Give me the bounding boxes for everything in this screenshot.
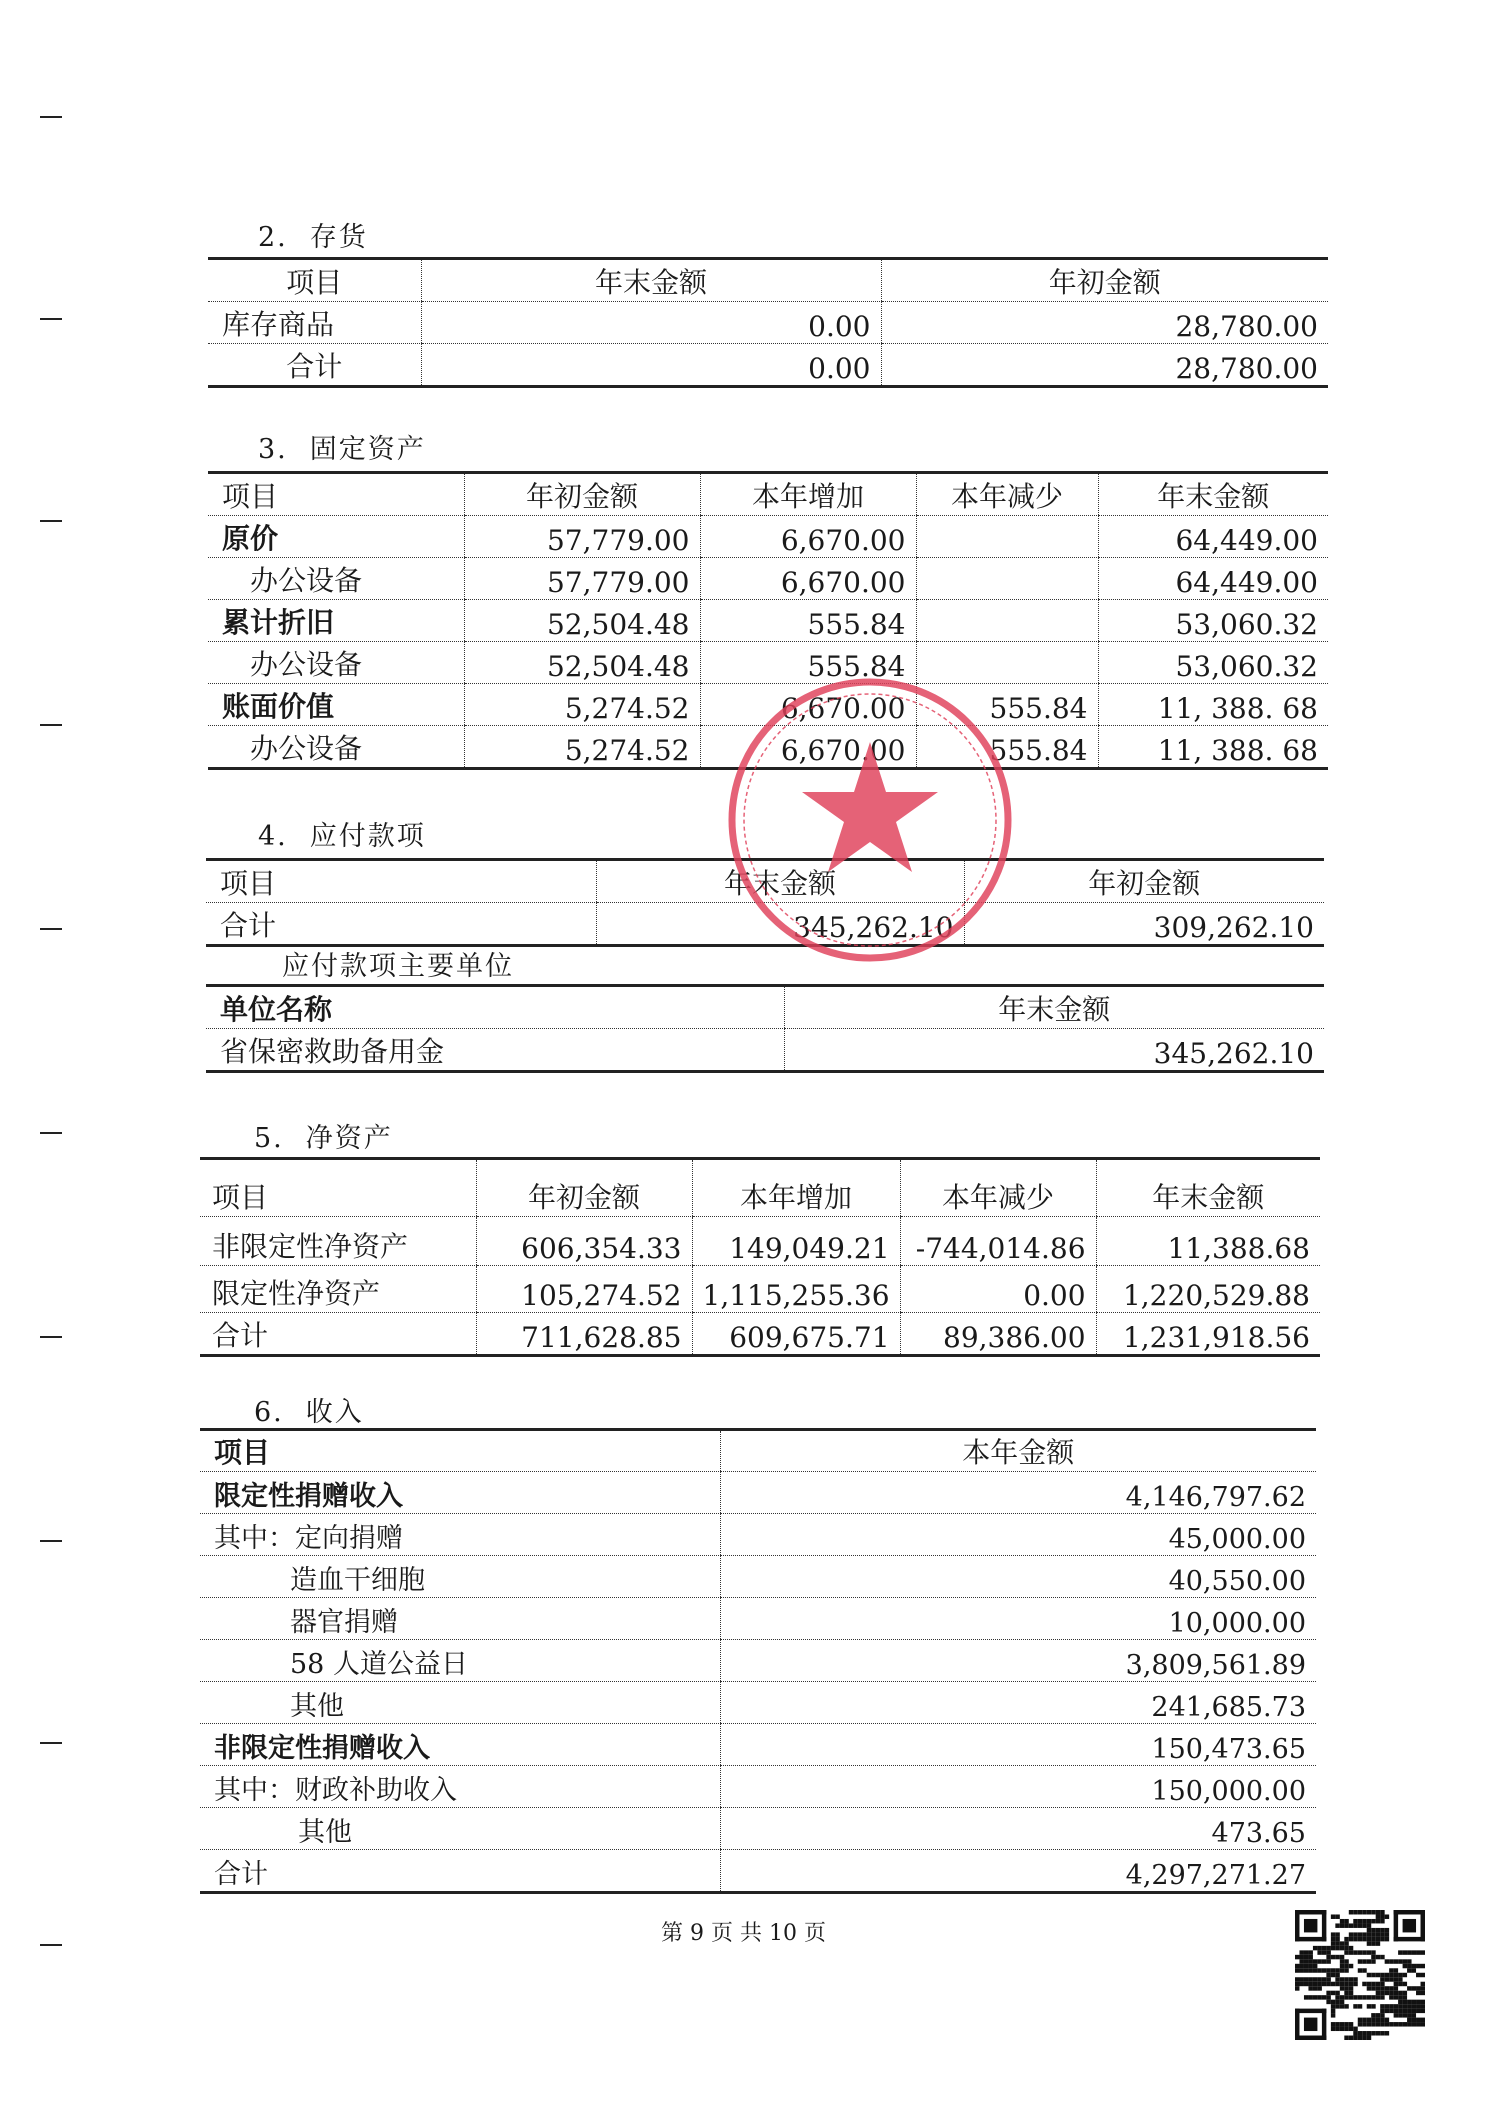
seal-star — [802, 742, 938, 872]
row-begin-amount: 606,354.33 — [476, 1217, 692, 1266]
row-item: 库存商品 — [208, 302, 421, 344]
row-increase: 555.84 — [700, 642, 916, 684]
row-amount: 10,000.00 — [720, 1598, 1316, 1640]
seal-stamp — [720, 670, 1020, 970]
header-decrease: 本年减少 — [916, 473, 1098, 516]
table-row — [208, 302, 1328, 344]
table-row — [200, 1808, 1316, 1850]
row-decrease: 89,386.00 — [900, 1313, 1096, 1356]
row-end-amount: 64,449.00 — [1098, 558, 1328, 600]
row-increase: 6,670.00 — [700, 516, 916, 558]
net-assets-section-title — [254, 1116, 393, 1155]
row-item: 58 人道公益日 — [200, 1640, 720, 1682]
margin-mark — [40, 520, 62, 522]
row-item: 原价 — [208, 516, 464, 558]
row-amount: 45,000.00 — [720, 1514, 1316, 1556]
qr-code-icon — [1295, 1910, 1425, 2040]
row-item: 账面价值 — [208, 684, 464, 726]
row-increase: 6,670.00 — [700, 684, 916, 726]
header-item: 项目 — [208, 259, 421, 302]
table-row-total — [200, 1313, 1320, 1356]
row-decrease: 555.84 — [916, 726, 1098, 769]
row-end-amount: 1,231,918.56 — [1096, 1313, 1320, 1356]
row-item: 其他 — [200, 1808, 720, 1850]
table-row — [200, 1724, 1316, 1766]
row-item: 非限定性捐赠收入 — [200, 1724, 720, 1766]
row-end-amount: 0.00 — [421, 302, 881, 344]
row-increase: 149,049.21 — [692, 1217, 900, 1266]
table-row-total — [208, 344, 1328, 387]
header-end-amount: 年末金额 — [596, 860, 964, 903]
table-row — [200, 1266, 1320, 1313]
header-amount: 本年金额 — [720, 1430, 1316, 1472]
section-number: 3. — [258, 434, 288, 465]
row-item: 合计 — [214, 1859, 268, 1890]
payables-units-table — [206, 984, 1324, 1073]
table-row — [208, 558, 1328, 600]
row-begin-amount: 5,274.52 — [464, 726, 700, 769]
row-end-amount: 11, 388. 68 — [1098, 684, 1328, 726]
header-end-amount: 年末金额 — [1096, 1159, 1320, 1217]
row-increase: 6,670.00 — [700, 726, 916, 769]
table-row — [200, 1640, 1316, 1682]
row-end-amount: 64,449.00 — [1098, 516, 1328, 558]
header-unit-name: 单位名称 — [206, 986, 784, 1029]
row-amount: 4,146,797.62 — [720, 1472, 1316, 1514]
row-decrease — [916, 600, 1098, 642]
table-row — [208, 516, 1328, 558]
header-item: 项目 — [206, 860, 596, 903]
header-begin-amount: 年初金额 — [881, 259, 1328, 302]
row-item: 办公设备 — [250, 732, 363, 765]
header-begin-amount: 年初金额 — [476, 1159, 692, 1217]
inventory-table — [208, 257, 1328, 388]
row-item: 合计 — [212, 1319, 269, 1352]
net-assets-table — [200, 1157, 1320, 1357]
row-item: 合计 — [220, 909, 277, 942]
margin-mark — [40, 928, 62, 930]
header-end-amount: 年末金额 — [784, 986, 1324, 1029]
row-begin-amount: 5,274.52 — [464, 684, 700, 726]
table-row — [200, 1766, 1316, 1808]
margin-mark — [40, 1132, 62, 1134]
row-decrease: -744,014.86 — [900, 1217, 1096, 1266]
row-end-amount: 53,060.32 — [1098, 600, 1328, 642]
table-row — [200, 1472, 1316, 1514]
header-end-amount: 年末金额 — [1098, 473, 1328, 516]
row-end-amount: 53,060.32 — [1098, 642, 1328, 684]
table-row-total — [200, 1850, 1316, 1893]
section-name: 收入 — [305, 1397, 364, 1428]
margin-mark — [40, 724, 62, 726]
header-begin-amount: 年初金额 — [464, 473, 700, 516]
row-item: 非限定性净资产 — [200, 1217, 476, 1266]
header-item: 项目 — [200, 1430, 720, 1472]
row-item: 造血干细胞 — [200, 1556, 720, 1598]
section-name: 固定资产 — [309, 434, 426, 465]
row-decrease: 0.00 — [900, 1266, 1096, 1313]
margin-mark — [40, 1742, 62, 1744]
section-number: 4. — [258, 821, 288, 852]
income-section-title — [254, 1390, 364, 1429]
row-end-amount: 345,262.10 — [596, 903, 964, 946]
header-end-amount: 年末金额 — [421, 259, 881, 302]
margin-mark — [40, 116, 62, 118]
fixed-assets-section-title — [258, 427, 426, 466]
row-begin-amount: 57,779.00 — [464, 516, 700, 558]
table-row — [200, 1682, 1316, 1724]
row-amount: 150,473.65 — [720, 1724, 1316, 1766]
income-table — [200, 1428, 1316, 1894]
row-begin-amount: 57,779.00 — [464, 558, 700, 600]
section-name: 存货 — [309, 222, 368, 253]
row-decrease — [916, 558, 1098, 600]
row-item: 其中：财政补助收入 — [200, 1766, 720, 1808]
row-amount: 241,685.73 — [720, 1682, 1316, 1724]
payables-subtitle: 应付款项主要单位 — [282, 951, 514, 982]
row-amount: 4,297,271.27 — [720, 1850, 1316, 1893]
row-increase: 609,675.71 — [692, 1313, 900, 1356]
table-row — [200, 1556, 1316, 1598]
table-header-row — [208, 473, 1328, 516]
row-begin-amount: 28,780.00 — [881, 344, 1328, 387]
payables-section-title — [258, 814, 426, 853]
row-amount: 40,550.00 — [720, 1556, 1316, 1598]
row-begin-amount: 309,262.10 — [964, 903, 1324, 946]
header-increase: 本年增加 — [692, 1159, 900, 1217]
section-number: 5. — [254, 1123, 284, 1154]
section-name: 净资产 — [305, 1123, 393, 1154]
table-header-row — [206, 986, 1324, 1029]
row-increase: 1,115,255.36 — [692, 1266, 900, 1313]
row-item: 累计折旧 — [208, 600, 464, 642]
margin-mark — [40, 1336, 62, 1338]
section-number: 2. — [258, 222, 288, 253]
row-unit-name: 省保密救助备用金 — [220, 1035, 445, 1068]
row-amount: 150,000.00 — [720, 1766, 1316, 1808]
row-item: 办公设备 — [208, 642, 464, 684]
table-row — [200, 1598, 1316, 1640]
row-decrease: 555.84 — [916, 684, 1098, 726]
row-decrease — [916, 516, 1098, 558]
row-item: 器官捐赠 — [200, 1598, 720, 1640]
table-row — [200, 1217, 1320, 1266]
header-begin-amount: 年初金额 — [964, 860, 1324, 903]
margin-mark — [40, 318, 62, 320]
page-number-footer: 第 9 页 共 10 页 — [661, 1921, 826, 1946]
header-item: 项目 — [200, 1159, 476, 1217]
row-begin-amount: 105,274.52 — [476, 1266, 692, 1313]
row-end-amount: 0.00 — [421, 344, 881, 387]
row-end-amount: 345,262.10 — [784, 1029, 1324, 1072]
row-item: 办公设备 — [208, 558, 464, 600]
table-header-row — [200, 1430, 1316, 1472]
header-decrease: 本年减少 — [900, 1159, 1096, 1217]
row-item: 限定性捐赠收入 — [200, 1472, 720, 1514]
row-begin-amount: 28,780.00 — [881, 302, 1328, 344]
row-end-amount: 11,388.68 — [1096, 1217, 1320, 1266]
row-end-amount: 1,220,529.88 — [1096, 1266, 1320, 1313]
table-row — [206, 1029, 1324, 1072]
row-begin-amount: 711,628.85 — [476, 1313, 692, 1356]
margin-mark — [40, 1540, 62, 1542]
row-amount: 473.65 — [720, 1808, 1316, 1850]
header-increase: 本年增加 — [700, 473, 916, 516]
row-item: 限定性净资产 — [200, 1266, 476, 1313]
row-increase: 6,670.00 — [700, 558, 916, 600]
inventory-section-title — [258, 215, 368, 254]
section-name: 应付款项 — [309, 821, 426, 852]
row-item: 合计 — [286, 350, 343, 383]
row-end-amount: 11, 388. 68 — [1098, 726, 1328, 769]
row-begin-amount: 52,504.48 — [464, 642, 700, 684]
table-header-row — [208, 259, 1328, 302]
row-item: 其他 — [200, 1682, 720, 1724]
row-begin-amount: 52,504.48 — [464, 600, 700, 642]
row-item: 其中：定向捐赠 — [200, 1514, 720, 1556]
header-item: 项目 — [208, 473, 464, 516]
row-amount: 3,809,561.89 — [720, 1640, 1316, 1682]
table-row — [200, 1514, 1316, 1556]
row-increase: 555.84 — [700, 600, 916, 642]
table-row — [208, 600, 1328, 642]
section-number: 6. — [254, 1397, 284, 1428]
table-header-row — [200, 1159, 1320, 1217]
